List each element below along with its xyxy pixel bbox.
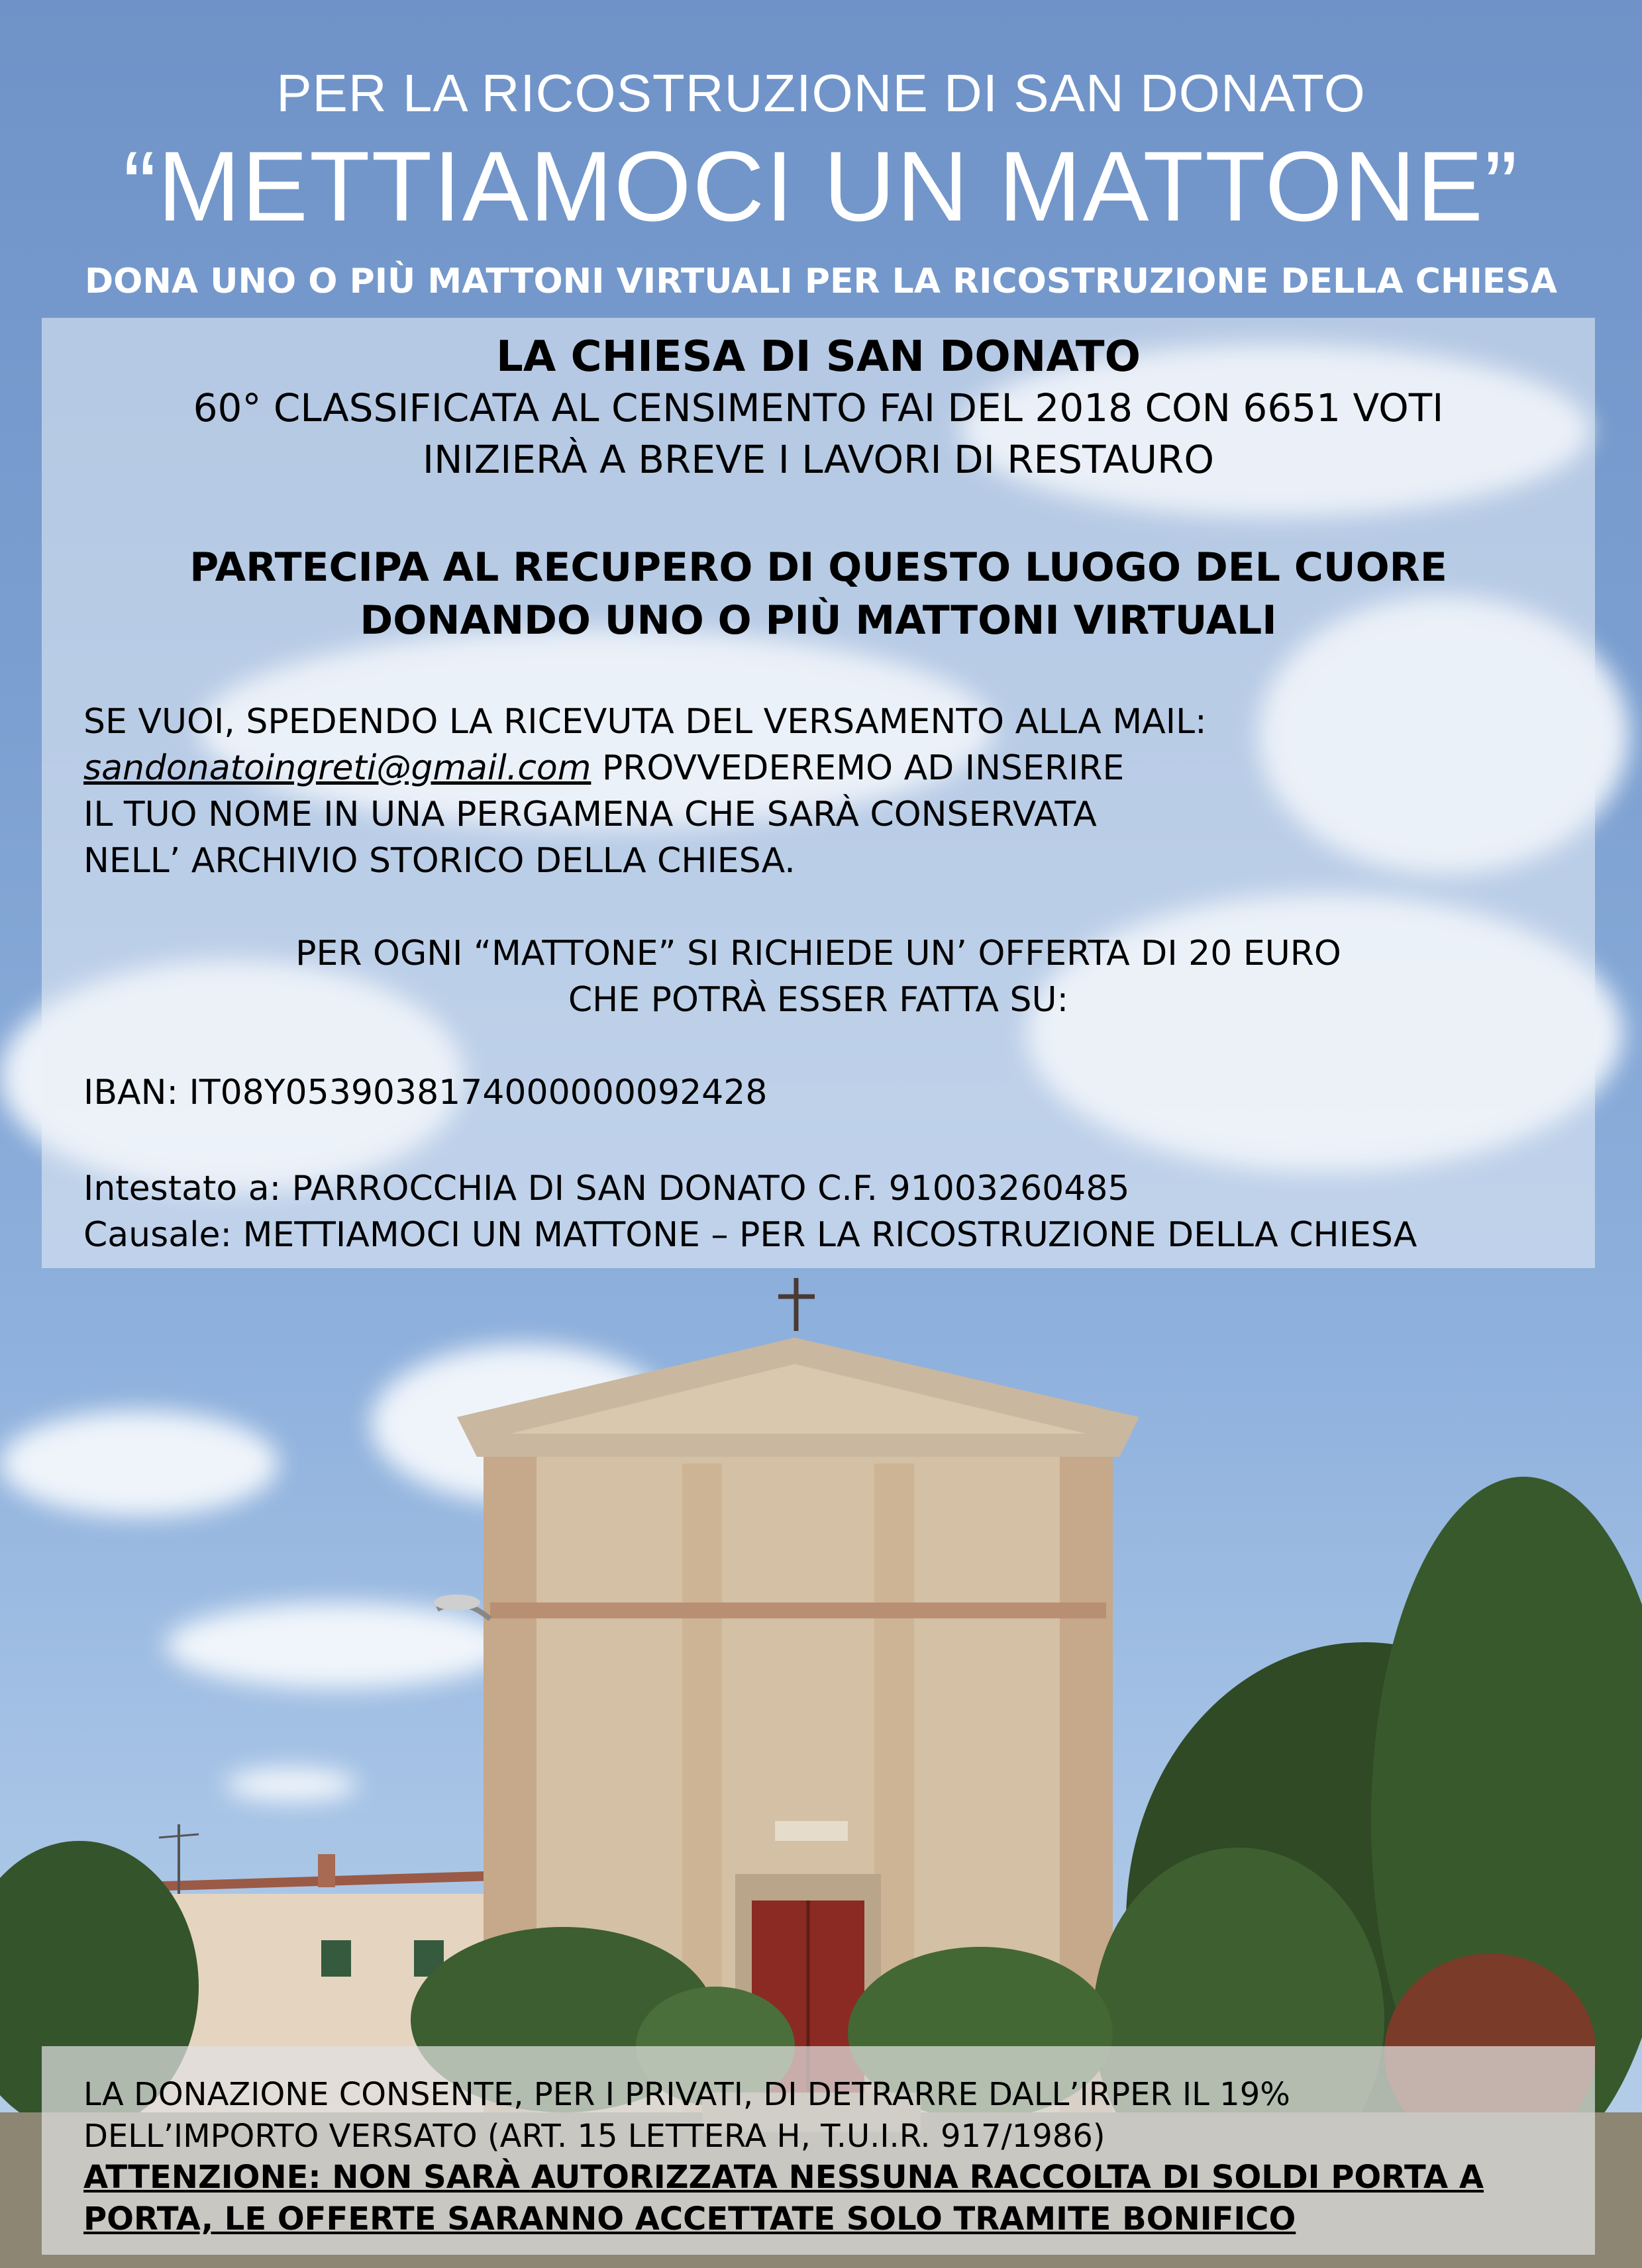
receipt-line-2 (83, 748, 1124, 788)
farmhouse-window (321, 1940, 351, 1977)
street-lamp-head (434, 1595, 480, 1610)
church-title: LA CHIESA DI SAN DONATO (496, 332, 1141, 381)
campaign-title: “METTIAMOCI UN MATTONE” (123, 130, 1519, 242)
receipt-line-1: SE VUOI, SPEDENDO LA RICEVUTA DEL VERSAMENTO ALLA MAIL: (83, 702, 1207, 742)
restoration-note: INIZIERÀ A BREVE I LAVORI DI RESTAURO (422, 437, 1215, 482)
info-panel (42, 318, 1595, 1268)
footer-panel (42, 2046, 1595, 2255)
fai-ranking: 60° CLASSIFICATA AL CENSIMENTO FAI DEL 2018 CON 6651 VOTI (193, 385, 1444, 430)
offer-line-1: PER OGNI “MATTONE” SI RICHIEDE UN’ OFFERTA DI 20 EURO (295, 934, 1341, 973)
receipt-line-4: NELL’ ARCHIVIO STORICO DELLA CHIESA. (83, 841, 795, 881)
account-holder: Intestato a: PARROCCHIA DI SAN DONATO C.F. 91003260485 (83, 1169, 1130, 1208)
farmhouse-chimney (318, 1854, 335, 1887)
receipt-line-2-rest: PROVVEDEREMO AD INSERIRE (591, 748, 1125, 788)
warning-line-1: ATTENZIONE: NON SARÀ AUTORIZZATA NESSUNA RACCOLTA DI SOLDI PORTA A (83, 2159, 1484, 2196)
call-to-action-1: PARTECIPA AL RECUPERO DI QUESTO LUOGO DEL CUORE (189, 544, 1447, 591)
call-to-action-2: DONANDO UNO O PIÙ MATTONI VIRTUALI (360, 597, 1277, 644)
offer-line-2: CHE POTRÀ ESSER FATTA SU: (568, 980, 1069, 1020)
email-link[interactable]: sandonatoingreti@gmail.com (83, 748, 591, 788)
warning-line-2: PORTA, LE OFFERTE SARANNO ACCETTATE SOLO TRAMITE BONIFICO (83, 2200, 1296, 2238)
church-plaque (775, 1821, 848, 1841)
iban: IBAN: IT08Y0539038174000000092428 (83, 1073, 768, 1112)
tax-note-1: LA DONAZIONE CONSENTE, PER I PRIVATI, DI DETRARRE DALL’IRPER IL 19% (83, 2076, 1290, 2113)
entablature (490, 1602, 1106, 1618)
header-line-1: PER LA RICOSTRUZIONE DI SAN DONATO (276, 64, 1366, 123)
payment-reason: Causale: METTIAMOCI UN MATTONE – PER LA RICOSTRUZIONE DELLA CHIESA (83, 1215, 1417, 1255)
receipt-line-3: IL TUO NOME IN UNA PERGAMENA CHE SARÀ CONSERVATA (83, 795, 1097, 834)
header-subtitle: DONA UNO O PIÙ MATTONI VIRTUALI PER LA RICOSTRUZIONE DELLA CHIESA (84, 262, 1558, 301)
tax-note-2: DELL’IMPORTO VERSATO (ART. 15 LETTERA H, T.U.I.R. 917/1986) (83, 2118, 1105, 2155)
